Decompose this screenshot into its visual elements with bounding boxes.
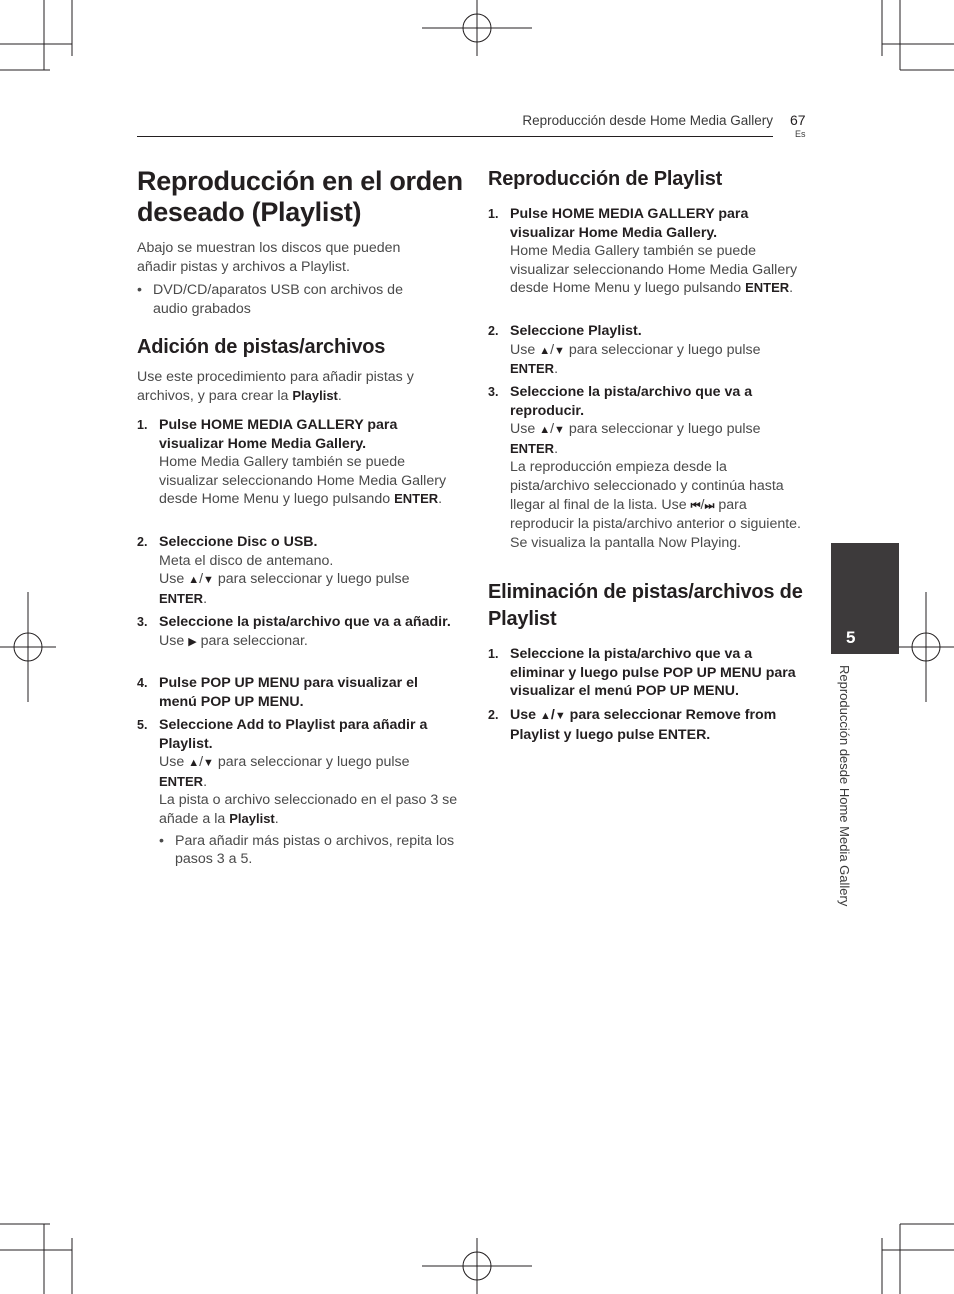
page-number: 67 [790, 112, 806, 128]
language-code: Es [795, 129, 806, 139]
up-arrow-icon: ▲ [188, 757, 200, 770]
section-heading: Reproducción de Playlist [488, 168, 723, 190]
up-arrow-icon: ▲ [539, 710, 551, 722]
chapter-tab [831, 543, 899, 654]
step-item: 1. Pulse HOME MEDIA GALLERY para visualizar Home Media Gallery. Home Media Gallery también se puede visualizar seleccionando Home Media Gallery desde Home Menu y luego pulsando ENTER. [137, 417, 447, 508]
step-item: 3. Seleccione la pista/archivo que va a añadir. Use ▶ para seleccionar. [137, 613, 459, 651]
chapter-number: 5 [846, 628, 856, 647]
previous-track-icon: ⏮ [690, 499, 701, 512]
section-intro: Use este procedimiento para añadir pistas y archivos, y para crear la Playlist. [137, 369, 414, 404]
step-item: 1. Seleccione la pista/archivo que va a eliminar y luego pulse POP UP MENU para visualizar el menú POP UP MENU. [488, 646, 796, 700]
running-title: Reproducción desde Home Media Gallery [522, 113, 773, 128]
next-track-icon: ⏭ [704, 499, 715, 512]
page-title: Reproducción en el orden deseado (Playlist) [137, 166, 463, 227]
list-item: • Para añadir más pistas o archivos, repita los pasos 3 a 5. [159, 832, 455, 868]
list-item: • DVD/CD/aparatos USB con archivos de audio grabados [137, 282, 403, 317]
section-heading: Adición de pistas/archivos [137, 336, 386, 358]
down-arrow-icon: ▼ [203, 574, 214, 587]
step-item: 1. Pulse HOME MEDIA GALLERY para visualizar Home Media Gallery. Home Media Gallery también se puede visualizar seleccionando Home Media Gallery desde Home Menu y luego pulsando ENTER. [488, 206, 798, 297]
chapter-vertical-title: Reproducción desde Home Media Gallery [837, 665, 852, 907]
up-arrow-icon: ▲ [539, 424, 551, 437]
down-arrow-icon: ▼ [554, 710, 566, 722]
down-arrow-icon: ▼ [554, 344, 565, 357]
up-arrow-icon: ▲ [188, 574, 200, 587]
intro-text: Abajo se muestran los discos que pueden añadir pistas y archivos a Playlist. • DVD/CD/aparatos USB con archivos de audio grabados [137, 239, 437, 318]
step-item: 3. Seleccione la pista/archivo que va a reproducir. Use ▲/▼ para seleccionar y luego pulse ENTER. La reproducción empieza desde la pista/archivo seleccionado y continúa hasta llegar al final de la lista. Use ⏮/⏭ para reproducir la pista/archivo anterior o siguiente. Se visualiza la pantalla Now Playing. [488, 384, 801, 551]
step-item: 2. Seleccione Playlist. Use ▲/▼ para seleccionar y luego pulse ENTER. [488, 323, 761, 378]
up-arrow-icon: ▲ [539, 344, 551, 357]
step-item: 4. Pulse POP UP MENU para visualizar el menú POP UP MENU. [137, 675, 418, 710]
section-heading: Eliminación de pistas/archivos de Playlist [488, 581, 803, 630]
step-item: 2. Seleccione Disc o USB. Meta el disco de antemano. Use ▲/▼ para seleccionar y luego pulse ENTER. [137, 534, 410, 607]
page-header [137, 112, 773, 137]
down-arrow-icon: ▼ [203, 757, 214, 770]
step-item: 5. Seleccione Add to Playlist para añadir a Playlist. Use ▲/▼ para seleccionar y luego pulse ENTER. La pista o archivo seleccionado en el paso 3 se añade a la Playlist. • Para añadir más pistas o archivos, repita los pasos 3 a 5. [137, 717, 458, 868]
right-arrow-icon: ▶ [188, 635, 197, 648]
step-item: 2. Use ▲/▼ para seleccionar Remove from Playlist y luego pulse ENTER. [488, 707, 777, 743]
down-arrow-icon: ▼ [554, 424, 565, 437]
